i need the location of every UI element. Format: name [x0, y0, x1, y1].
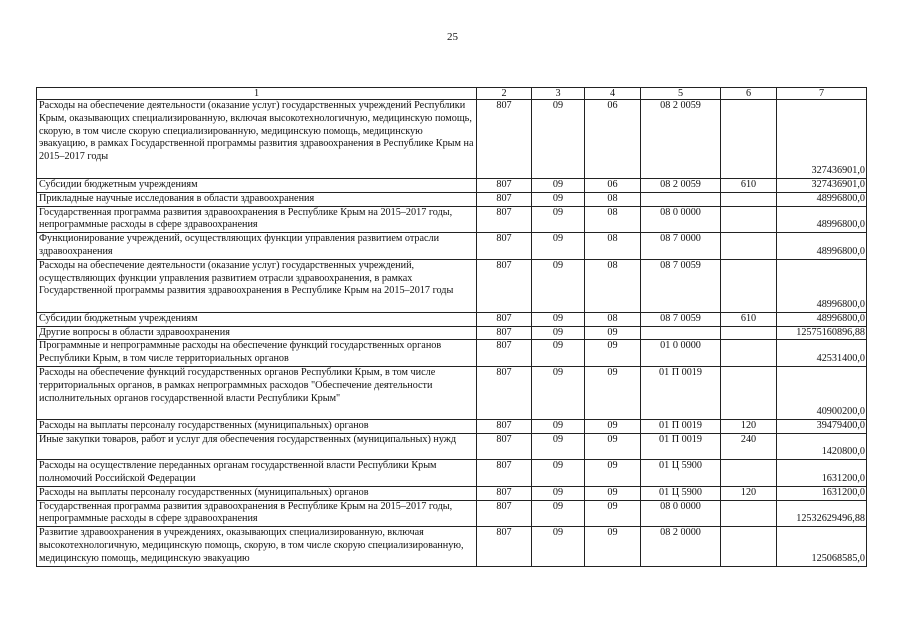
- row-amount: 39479400,0: [777, 419, 867, 433]
- table-row: [37, 233, 867, 260]
- table-row: [37, 500, 867, 527]
- row-code-4: 09: [585, 419, 641, 433]
- row-code-3: 09: [532, 500, 585, 527]
- row-amount: 327436901,0: [777, 179, 867, 193]
- row-code-3: 09: [532, 100, 585, 179]
- row-code-3: 09: [532, 326, 585, 340]
- table-row: [37, 340, 867, 367]
- row-name: Расходы на обеспечение деятельности (оказание услуг) государственных учреждений Республики Крым, оказывающих специализированную, включая высокотехнологичную, медицинскую помощь, скорую, в том числе скорую специализированную, медицинскую помощь, медицинскую эвакуацию, в рамках Государственной программы развития здравоохранения в Республике Крым на 2015–2017 годы: [37, 100, 477, 179]
- row-code-6: 240: [721, 433, 777, 459]
- row-code-5: 08 0 0000: [641, 206, 721, 233]
- page-number: 25: [447, 31, 458, 43]
- column-header: 7: [777, 88, 867, 100]
- row-name: Государственная программа развития здравоохранения в Республике Крым на 2015–2017 годы, непрограммные расходы в сфере здравоохранения: [37, 206, 477, 233]
- row-code-3: 09: [532, 340, 585, 367]
- row-code-3: 09: [532, 192, 585, 206]
- row-code-5: 01 Ц 5900: [641, 459, 721, 486]
- row-code-5: 01 П 0019: [641, 419, 721, 433]
- row-amount: 48996800,0: [777, 259, 867, 312]
- row-code-6: [721, 366, 777, 419]
- row-code-3: 09: [532, 419, 585, 433]
- column-header: 3: [532, 88, 585, 100]
- table-row: [37, 100, 867, 179]
- row-code-5: 08 7 0059: [641, 259, 721, 312]
- row-code-6: 610: [721, 179, 777, 193]
- row-code-2: 807: [477, 366, 532, 419]
- row-code-6: [721, 259, 777, 312]
- row-code-3: 09: [532, 486, 585, 500]
- table-row: [37, 179, 867, 193]
- row-code-5: 08 2 0000: [641, 527, 721, 567]
- row-code-4: 06: [585, 100, 641, 179]
- row-code-5: 08 7 0000: [641, 233, 721, 260]
- row-name: Расходы на обеспечение деятельности (оказание услуг) государственных учреждений, осуществляющих функции управления развитием отрасли здравоохранения, в рамках Государственной программы развития здравоохранения в Республике Крым на 2015–2017 годы: [37, 259, 477, 312]
- row-name: Расходы на выплаты персоналу государственных (муниципальных) органов: [37, 486, 477, 500]
- row-code-6: 120: [721, 419, 777, 433]
- row-code-4: 08: [585, 312, 641, 326]
- row-code-6: 120: [721, 486, 777, 500]
- row-code-3: 09: [532, 366, 585, 419]
- table-row: [37, 206, 867, 233]
- row-code-5: 08 2 0059: [641, 100, 721, 179]
- row-code-5: 01 П 0019: [641, 366, 721, 419]
- row-code-6: [721, 459, 777, 486]
- row-name: Прикладные научные исследования в области здравоохранения: [37, 192, 477, 206]
- table-row: [37, 459, 867, 486]
- row-code-3: 09: [532, 312, 585, 326]
- row-code-3: 09: [532, 233, 585, 260]
- row-code-2: 807: [477, 233, 532, 260]
- row-code-4: 08: [585, 206, 641, 233]
- row-code-3: 09: [532, 459, 585, 486]
- row-code-4: 09: [585, 500, 641, 527]
- row-name: Субсидии бюджетным учреждениям: [37, 312, 477, 326]
- row-name: Программные и непрограммные расходы на обеспечение функций государственных органов Республики Крым, в том числе территориальных органов: [37, 340, 477, 367]
- row-name: Иные закупки товаров, работ и услуг для обеспечения государственных (муниципальных) нужд: [37, 433, 477, 459]
- row-amount: 48996800,0: [777, 192, 867, 206]
- row-code-4: 08: [585, 192, 641, 206]
- row-code-2: 807: [477, 326, 532, 340]
- row-code-5: 01 П 0019: [641, 433, 721, 459]
- row-code-6: [721, 326, 777, 340]
- row-code-5: [641, 326, 721, 340]
- row-amount: 1420800,0: [777, 433, 867, 459]
- row-code-6: [721, 192, 777, 206]
- row-code-6: [721, 206, 777, 233]
- row-code-6: [721, 500, 777, 527]
- row-code-4: 09: [585, 326, 641, 340]
- column-header: 5: [641, 88, 721, 100]
- row-name: Субсидии бюджетным учреждениям: [37, 179, 477, 193]
- row-code-2: 807: [477, 312, 532, 326]
- row-code-2: 807: [477, 500, 532, 527]
- row-code-2: 807: [477, 192, 532, 206]
- row-code-2: 807: [477, 100, 532, 179]
- row-code-2: 807: [477, 459, 532, 486]
- table-row: [37, 527, 867, 567]
- table-row: [37, 486, 867, 500]
- row-amount: 48996800,0: [777, 206, 867, 233]
- row-code-3: 09: [532, 527, 585, 567]
- row-code-5: 08 2 0059: [641, 179, 721, 193]
- table-row: [37, 259, 867, 312]
- column-header: 6: [721, 88, 777, 100]
- row-code-5: 08 0 0000: [641, 500, 721, 527]
- table-row: [37, 312, 867, 326]
- row-amount: 1631200,0: [777, 459, 867, 486]
- row-code-3: 09: [532, 433, 585, 459]
- row-code-2: 807: [477, 340, 532, 367]
- row-amount: 48996800,0: [777, 312, 867, 326]
- row-name: Функционирование учреждений, осуществляющих функции управления развитием отрасли здравоохранения: [37, 233, 477, 260]
- row-name: Расходы на обеспечение функций государственных органов Республики Крым, в том числе территориальных органов, в рамках непрограммных расходов "Обеспечение деятельности исполнительных органов государственной власти Республики Крым": [37, 366, 477, 419]
- row-code-2: 807: [477, 206, 532, 233]
- row-code-2: 807: [477, 486, 532, 500]
- table-row: [37, 419, 867, 433]
- column-header: 4: [585, 88, 641, 100]
- table-row: [37, 192, 867, 206]
- row-code-3: 09: [532, 259, 585, 312]
- table-row: [37, 366, 867, 419]
- row-code-4: 09: [585, 340, 641, 367]
- row-code-6: [721, 100, 777, 179]
- row-name: Расходы на осуществление переданных органам государственной власти Республики Крым полномочий Российской Федерации: [37, 459, 477, 486]
- row-code-6: 610: [721, 312, 777, 326]
- row-code-5: 01 0 0000: [641, 340, 721, 367]
- row-code-4: 09: [585, 527, 641, 567]
- row-amount: 125068585,0: [777, 527, 867, 567]
- row-amount: 327436901,0: [777, 100, 867, 179]
- row-code-5: 01 Ц 5900: [641, 486, 721, 500]
- header-row: [37, 88, 867, 100]
- row-code-4: 08: [585, 259, 641, 312]
- column-header: 2: [477, 88, 532, 100]
- table-row: [37, 326, 867, 340]
- row-code-3: 09: [532, 206, 585, 233]
- row-code-6: [721, 233, 777, 260]
- table-row: [37, 433, 867, 459]
- row-amount: 12532629496,88: [777, 500, 867, 527]
- row-code-5: 08 7 0059: [641, 312, 721, 326]
- row-code-4: 06: [585, 179, 641, 193]
- row-name: Расходы на выплаты персоналу государственных (муниципальных) органов: [37, 419, 477, 433]
- row-code-2: 807: [477, 179, 532, 193]
- row-code-5: [641, 192, 721, 206]
- row-code-4: 09: [585, 459, 641, 486]
- row-code-2: 807: [477, 433, 532, 459]
- row-amount: 12575160896,88: [777, 326, 867, 340]
- row-name: Развитие здравоохранения в учреждениях, оказывающих специализированную, включая высокотехнологичную, медицинскую помощь, скорую, в том числе скорую специализированную, медицинскую помощь, медицинскую эвакуацию: [37, 527, 477, 567]
- row-code-2: 807: [477, 527, 532, 567]
- row-amount: 1631200,0: [777, 486, 867, 500]
- row-code-6: [721, 340, 777, 367]
- row-code-2: 807: [477, 419, 532, 433]
- row-amount: 48996800,0: [777, 233, 867, 260]
- row-name: Государственная программа развития здравоохранения в Республике Крым на 2015–2017 годы, непрограммные расходы в сфере здравоохранения: [37, 500, 477, 527]
- column-header: 1: [37, 88, 477, 100]
- row-code-4: 09: [585, 433, 641, 459]
- row-code-2: 807: [477, 259, 532, 312]
- row-code-4: 09: [585, 486, 641, 500]
- row-amount: 42531400,0: [777, 340, 867, 367]
- budget-table: [36, 87, 867, 567]
- row-code-4: 08: [585, 233, 641, 260]
- row-amount: 40900200,0: [777, 366, 867, 419]
- row-code-4: 09: [585, 366, 641, 419]
- row-name: Другие вопросы в области здравоохранения: [37, 326, 477, 340]
- row-code-6: [721, 527, 777, 567]
- row-code-3: 09: [532, 179, 585, 193]
